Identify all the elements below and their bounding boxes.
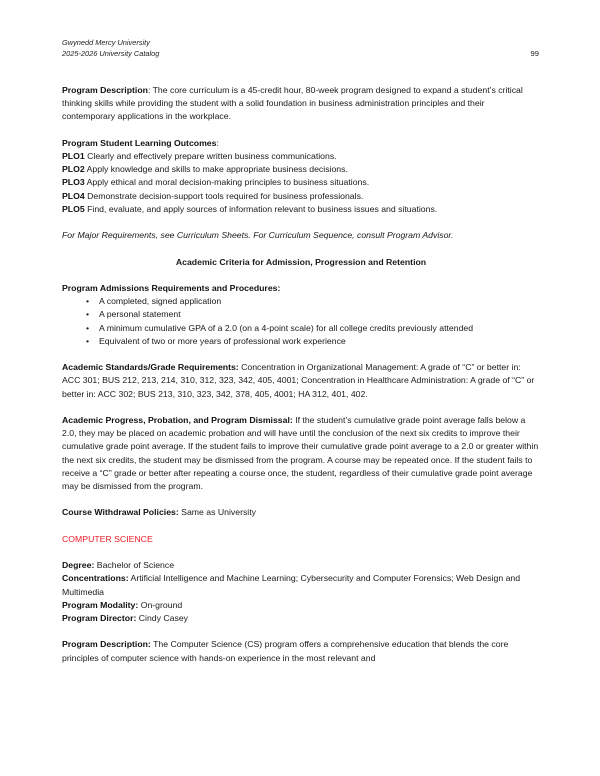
outcomes-heading: Program Student Learning Outcomes:	[62, 137, 219, 148]
catalog-title: 2025-2026 University Catalog	[62, 49, 160, 58]
description-label: Program Description	[62, 85, 148, 95]
admissions-item: • A personal statement	[99, 308, 540, 321]
admissions-list	[62, 295, 540, 348]
academic-progress: Academic Progress, Probation, and Program Dismissal: If the student’s cumulative grade point average falls below a 2.0, they may be placed on academic probation and will have until the conclusion of the next six credits to improve their cumulative grade point average. If the student fails to improve their cumulative grade point average to a 2.0 or greater within the next six credits, the student may be dismissed from the program. A course may be repeated once. If the student fails to receive a “C” grade or better after repeating a course once, the student, regardless of their cumulative grade point average may be dismissed from the program.	[62, 414, 539, 491]
business-program-description: Program Description: The core curriculum is a 45-credit hour, 80-week program designed to expand a student’s critical thinking skills while providing the student with a solid foundation in business administration principles and their contemporary applications in the workplace.	[62, 85, 523, 122]
criteria-heading: Academic Criteria for Admission, Progression and Retention	[175, 256, 427, 267]
university-name: Gwynedd Mercy University	[62, 38, 150, 47]
cs-program-description: Program Description: The Computer Science (CS) program offers a comprehensive education that blends the core principles of computer science with hands-on experience in the most relevant and	[62, 639, 509, 663]
major-requirements-note: For Major Requirements, see Curriculum Sheets. For Curriculum Sequence, consult Program Advisor.	[62, 230, 454, 241]
page-number: 99	[530, 49, 539, 58]
outcome-item: PLO2 Apply knowledge and skills to make appropriate business decisions.	[62, 164, 348, 175]
admissions-item: • Equivalent of two or more years of professional work experience	[99, 335, 540, 348]
admissions-item: • A completed, signed application	[99, 295, 540, 308]
concentrations: Concentrations: Artificial Intelligence and Machine Learning; Cybersecurity and Computer Forensics; Web Design and Multimedia	[62, 573, 521, 597]
computer-science-title: COMPUTER SCIENCE	[62, 533, 153, 544]
program-modality: Program Modality: On-ground	[62, 599, 183, 610]
outcome-item: PLO1 Clearly and effectively prepare written business communications.	[62, 151, 337, 161]
outcome-item: PLO4 Demonstrate decision-support tools required for business professionals.	[62, 190, 364, 201]
outcome-item: PLO5 Find, evaluate, and apply sources of information relevant to business issues and situations.	[62, 203, 438, 214]
page-body	[62, 84, 540, 665]
withdrawal-policies: Course Withdrawal Policies: Same as University	[62, 507, 256, 518]
admissions-item: • A minimum cumulative GPA of a 2.0 (on a 4-point scale) for all college credits previously attended	[99, 322, 540, 335]
admissions-heading: Program Admissions Requirements and Procedures:	[62, 282, 281, 293]
program-director: Program Director: Cindy Casey	[62, 612, 189, 623]
degree: Degree: Bachelor of Science	[62, 560, 175, 571]
page-header	[62, 37, 539, 59]
outcome-item: PLO3 Apply ethical and moral decision-making principles to business situations.	[62, 177, 370, 188]
academic-standards: Academic Standards/Grade Requirements: Concentration in Organizational Management: A grade of “C” or better in: ACC 301; BUS 212, 213, 214, 310, 312, 323, 342, 405, 4001; Concentration in Healthcare Administration: A grade of “C” or better in: ACC 302; BUS 213, 310, 323, 342, 378, 405, 4001; HA 312, 401, 402.	[62, 362, 535, 399]
